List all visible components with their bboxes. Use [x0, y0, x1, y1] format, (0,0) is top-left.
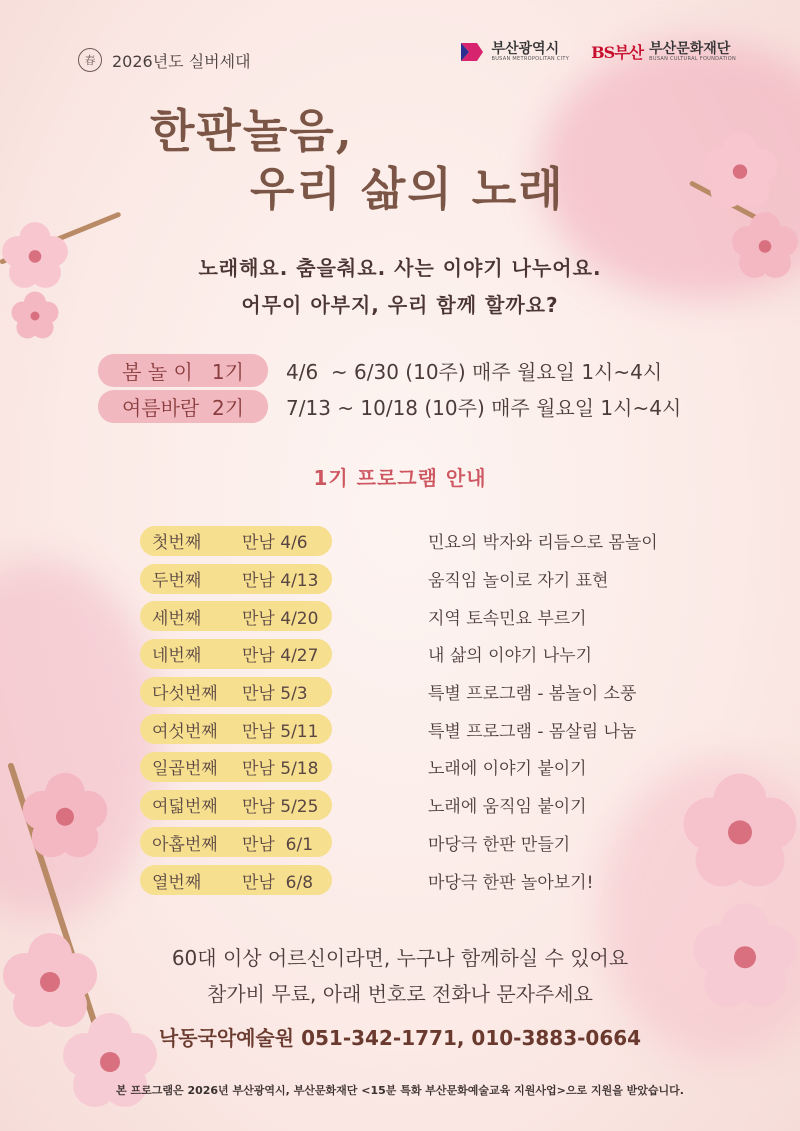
sponsor-logos	[459, 40, 736, 63]
session-pill	[140, 564, 332, 594]
session-date: 만남 5/3	[242, 684, 308, 705]
list-item	[140, 560, 720, 598]
program-title: 1기 프로그램 안내	[313, 466, 487, 490]
busan-city-name: 부산광역시	[491, 40, 560, 57]
program-year: 2026년도 실버세대	[112, 51, 251, 71]
title-line-1: 한판놀음,	[150, 104, 354, 158]
cherry-blossom-icon	[20, 770, 110, 860]
eligibility-info	[0, 940, 800, 1012]
poster-title	[150, 102, 565, 218]
cherry-blossom-icon	[700, 130, 780, 210]
session-pill	[140, 752, 332, 782]
session-desc: 노래에 움직임 붙이기	[428, 797, 587, 818]
session-desc: 내 삶의 이야기 나누기	[428, 646, 593, 667]
busan-city-sub: BUSAN METROPOLITAN CITY	[491, 55, 570, 62]
list-item	[140, 748, 720, 786]
subtitle	[0, 250, 800, 324]
session-nth: 여섯번째	[152, 721, 218, 742]
session-date: 만남 4/6	[242, 533, 308, 554]
session-nth: 첫번째	[152, 533, 202, 554]
session-date: 만남 6/1	[242, 834, 314, 855]
title-line-2: 우리 삶의 노래	[250, 162, 565, 216]
session-pill	[140, 677, 332, 707]
session-nth: 열번째	[152, 872, 202, 893]
session-nth: 아홉번째	[152, 834, 218, 855]
session-date: 만남 6/8	[242, 872, 314, 893]
session-pill	[140, 790, 332, 820]
session-pill	[140, 865, 332, 895]
list-item	[140, 635, 720, 673]
list-item	[140, 824, 720, 862]
busan-foundation-mark: BS부산	[591, 43, 644, 62]
session-desc: 마당극 한판 놀아보기!	[428, 872, 594, 893]
schedule	[98, 352, 738, 424]
session-desc: 특별 프로그램 - 봄놀이 소풍	[428, 684, 637, 705]
session-date: 만남 4/27	[242, 646, 319, 667]
busan-city-logo	[459, 41, 569, 63]
session-pill	[140, 601, 332, 631]
session-pill	[140, 714, 332, 744]
support-note: 본 프로그램은 2026년 부산광역시, 부산문화재단 <15분 특화 부산문화예술교육 지원사업>으로 지원을 받았습니다.	[116, 1084, 684, 1097]
schedule-row	[98, 388, 738, 424]
term-label: 봄 놀 이 1기	[98, 354, 268, 387]
session-desc: 마당극 한판 만들기	[428, 834, 571, 855]
term-label: 여름바람 2기	[98, 390, 268, 423]
session-desc: 움직임 놀이로 자기 표현	[428, 571, 609, 592]
session-list	[140, 522, 720, 899]
term-dates: 7/13 ~ 10/18 (10주) 매주 월요일 1시~4시	[286, 395, 682, 420]
session-nth: 여덟번째	[152, 797, 218, 818]
list-item	[140, 786, 720, 824]
session-desc: 지역 토속민요 부르기	[428, 608, 587, 629]
fee-line: 참가비 무료, 아래 번호로 전화나 문자주세요	[207, 982, 593, 1006]
session-pill	[140, 526, 332, 556]
session-desc: 노래에 이야기 붙이기	[428, 759, 587, 780]
schedule-row	[98, 352, 738, 388]
list-item	[140, 597, 720, 635]
pink-watercolor-left	[0, 560, 160, 920]
eligibility-line: 60대 이상 어르신이라면, 누구나 함께하실 수 있어요	[171, 946, 629, 970]
session-pill	[140, 827, 332, 857]
session-nth: 세번째	[152, 608, 202, 629]
contact-info: 낙동국악예술원 051-342-1771, 010-3883-0664	[158, 1026, 642, 1050]
subtitle-line-1: 노래해요. 춤을춰요. 사는 이야기 나누어요.	[198, 256, 602, 280]
busan-city-mark-icon	[459, 41, 485, 63]
session-nth: 일곱번째	[152, 759, 218, 780]
program-year-line	[78, 48, 251, 72]
session-date: 만남 4/20	[242, 608, 319, 629]
list-item	[140, 861, 720, 899]
busan-foundation-sub: BUSAN CULTURAL FOUNDATION	[649, 55, 736, 62]
list-item	[140, 673, 720, 711]
seal-icon: 春	[78, 48, 102, 72]
session-date: 만남 5/11	[242, 721, 319, 742]
term-dates: 4/6 ~ 6/30 (10주) 매주 월요일 1시~4시	[286, 359, 663, 384]
session-nth: 다섯번째	[152, 684, 218, 705]
list-item	[140, 710, 720, 748]
session-pill	[140, 639, 332, 669]
session-date: 만남 5/18	[242, 759, 319, 780]
busan-foundation-logo	[591, 40, 736, 63]
session-desc: 특별 프로그램 - 몸살림 나눔	[428, 721, 637, 742]
busan-foundation-name: 부산문화재단	[649, 40, 731, 57]
list-item	[140, 522, 720, 560]
session-date: 만남 4/13	[242, 571, 319, 592]
session-date: 만남 5/25	[242, 797, 319, 818]
session-desc: 민요의 박자와 리듬으로 몸놀이	[428, 533, 658, 554]
subtitle-line-2: 어무이 아부지, 우리 함께 할까요?	[241, 293, 559, 317]
session-nth: 두번째	[152, 571, 202, 592]
session-nth: 네번째	[152, 646, 202, 667]
